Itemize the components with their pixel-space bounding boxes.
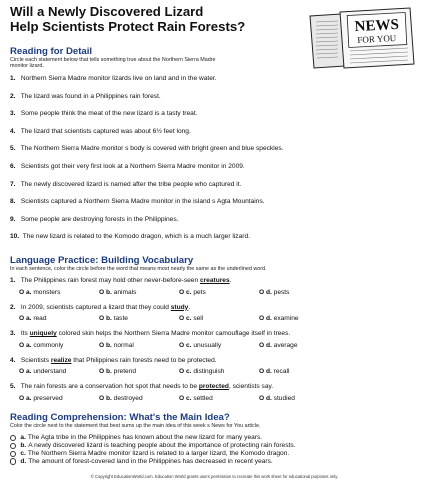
vocab-sentence — [10, 277, 420, 285]
vocabulary-questions — [10, 277, 420, 410]
option-a[interactable] — [19, 368, 99, 379]
statement-text: Scientists got their very first look at a Northern Sierra Madre monitor in 2009. — [20, 162, 245, 170]
option-label: O c. — [179, 368, 192, 375]
option-text: read — [33, 315, 47, 322]
title-line-2: Help Scientists Protect Rain Forests? — [10, 18, 246, 34]
option-label: O a. — [19, 368, 32, 375]
option-label: O c. — [179, 288, 192, 296]
statement-list — [10, 75, 420, 251]
vocabulary-section — [10, 255, 420, 272]
option-label: O b. — [99, 394, 112, 402]
option-label: O d. — [259, 288, 272, 296]
reading-detail-section — [10, 46, 295, 69]
main-idea-choice-d[interactable] — [10, 458, 420, 466]
sentence-after: . — [188, 303, 191, 311]
option-d[interactable] — [259, 395, 339, 406]
option-text: unusually — [193, 341, 222, 349]
statement-number: 6. — [10, 162, 16, 170]
statement-text: The Northern Sierra Madre monitor s body is covered with bright green and blue speckles. — [20, 145, 284, 153]
vocab-sentence — [10, 383, 420, 391]
sentence-after: , scientists say. — [228, 383, 274, 390]
vocabulary-heading: Language Practice: Building Vocabulary — [10, 255, 194, 266]
underlined-word: realize — [50, 356, 72, 364]
statement-number: 2. — [10, 92, 16, 100]
option-c[interactable] — [179, 289, 259, 300]
sentence-before: The Philippines rain forest may hold other never-before-seen — [20, 277, 200, 284]
sentence-after: colored skin helps the Northern Sierra Madre monitor camouflage itself in trees. — [56, 330, 291, 337]
sentence-before: In 2009, scientists captured a lizard that they could — [20, 303, 171, 311]
statement-number: 3. — [10, 110, 16, 118]
option-text: animals — [113, 288, 137, 296]
option-text: pets — [193, 288, 206, 296]
option-label: O c. — [179, 341, 192, 349]
news-for-you-logo — [300, 6, 416, 76]
option-b[interactable] — [99, 395, 179, 406]
option-text: preserved — [33, 394, 63, 402]
option-label: O c. — [179, 394, 192, 402]
option-label: O b. — [99, 315, 112, 322]
statement-text: Some people are destroying forests in the Philippines. — [20, 215, 179, 223]
statement-number: 5. — [10, 145, 16, 153]
worksheet-title — [10, 5, 310, 34]
reading-detail-instruction-line-1: Circle each statement below that tells something true about the Northern Sierra Madre — [10, 57, 216, 63]
reading-detail-instruction-line-2: monitor lizard. — [10, 63, 44, 70]
option-label: O d. — [259, 368, 272, 375]
option-a[interactable] — [19, 315, 99, 326]
statement-5[interactable] — [10, 145, 420, 163]
answer-options — [10, 395, 420, 406]
option-d[interactable] — [259, 289, 339, 300]
option-label: O d. — [259, 341, 272, 349]
statement-6[interactable] — [10, 163, 420, 181]
radio-circle-icon[interactable] — [10, 458, 16, 464]
question-number: 3. — [10, 330, 16, 337]
statement-number: 10. — [10, 233, 20, 241]
option-a[interactable] — [19, 342, 99, 353]
main-idea-choice-b[interactable] — [10, 442, 420, 450]
statement-number: 1. — [10, 75, 16, 82]
option-label: O d. — [259, 394, 272, 402]
option-c[interactable] — [179, 368, 259, 379]
choice-letter: c. — [20, 449, 26, 457]
option-label: O a. — [19, 315, 32, 322]
choice-text: The Northern Sierra Madre monitor lizard is related to a larger lizard, the Komodo dragon. — [27, 449, 290, 457]
vocab-sentence — [10, 357, 420, 365]
sentence-before: Its — [20, 330, 30, 337]
choice-text: The amount of forest-covered land in the Philippines has decreased in recent years. — [28, 457, 273, 465]
option-text: pretend — [113, 368, 137, 375]
vocab-question-1 — [10, 277, 420, 304]
vocab-question-2 — [10, 304, 420, 331]
underlined-word: protected — [198, 383, 229, 390]
option-text: examine — [273, 315, 299, 322]
choice-text: A newly discovered lizard is teaching people about the importance of protecting rain forests. — [28, 441, 296, 449]
underlined-word: uniquely — [29, 330, 57, 337]
statement-text: The lizard was found in a Philippines rain forest. — [20, 92, 161, 100]
option-text: recall — [273, 368, 290, 375]
vocab-question-5 — [10, 383, 420, 410]
statement-text: Northern Sierra Madre monitor lizards live on land and in the water. — [20, 75, 217, 82]
option-label: O a. — [19, 394, 32, 402]
vocab-question-4 — [10, 357, 420, 384]
radio-circle-icon[interactable] — [10, 451, 16, 457]
statement-text: Some people think the meat of the new lizard is a tasty treat. — [20, 110, 198, 118]
option-text: studied — [273, 394, 295, 402]
statement-2[interactable] — [10, 93, 420, 111]
question-number: 5. — [10, 383, 16, 390]
answer-options — [10, 315, 420, 326]
option-b[interactable] — [99, 315, 179, 326]
option-c[interactable] — [179, 395, 259, 406]
statement-10[interactable] — [10, 233, 420, 251]
option-text: settled — [193, 394, 213, 402]
comprehension-instruction: Color the circle next to the statement that best sums up the main idea of this week s News for You article. — [10, 423, 261, 429]
answer-options — [10, 368, 420, 379]
copyright-footer: © Copyright EducationWorld.com. Education World grants users permission to recreate this work sheet for educational purposes only. — [90, 474, 339, 479]
underlined-word: study — [170, 303, 189, 311]
comprehension-section — [10, 412, 420, 429]
answer-options — [10, 289, 420, 300]
option-label: O a. — [19, 341, 32, 349]
statement-3[interactable] — [10, 110, 420, 128]
vocab-sentence — [10, 304, 420, 312]
vocab-sentence — [10, 330, 420, 338]
sentence-after: that Philippines rain forests need to be protected. — [71, 356, 217, 364]
statement-text: The newly discovered lizard is named after the tribe people who captured it. — [20, 180, 242, 188]
option-label: O b. — [99, 368, 112, 375]
option-text: normal — [113, 341, 134, 349]
sentence-before: Scientists — [20, 356, 51, 364]
statement-text: The new lizard is related to the Komodo dragon, which is a much larger lizard. — [22, 233, 250, 241]
statement-number: 8. — [10, 198, 16, 206]
option-label: O c. — [179, 315, 192, 322]
underlined-word: creatures — [199, 277, 230, 284]
statement-number: 9. — [10, 215, 16, 223]
sentence-after: . — [229, 277, 232, 284]
statement-4[interactable] — [10, 128, 420, 146]
comprehension-heading: Reading Comprehension: What's the Main Idea? — [10, 412, 230, 423]
option-b[interactable] — [99, 368, 179, 379]
statement-7[interactable] — [10, 181, 420, 199]
option-c[interactable] — [179, 315, 259, 326]
statement-text: Scientists captured a Northern Sierra Madre monitor in the island s Agta Mountains. — [20, 198, 265, 206]
option-text: destroyed — [113, 394, 143, 402]
option-label: O d. — [259, 315, 272, 322]
statement-8[interactable] — [10, 198, 420, 216]
radio-circle-icon[interactable] — [10, 435, 16, 441]
vocab-question-3 — [10, 330, 420, 357]
question-number: 1. — [10, 277, 16, 284]
vocabulary-instruction: In each sentence, color the circle before the word that means most nearly the same as the underlined word. — [10, 266, 267, 272]
option-text: sell — [193, 315, 204, 322]
option-b[interactable] — [99, 342, 179, 353]
option-text: distinguish — [193, 368, 225, 375]
sentence-before: The rain forests are a conservation hot spot that needs to be — [20, 383, 199, 390]
option-a[interactable] — [19, 395, 99, 406]
option-b[interactable] — [99, 289, 179, 300]
statement-1[interactable] — [10, 75, 420, 93]
logo-news-text: NEWS — [354, 16, 400, 36]
main-idea-choice-a[interactable] — [10, 434, 420, 442]
option-text: pests — [273, 288, 290, 296]
statement-number: 7. — [10, 180, 16, 188]
statement-text: The lizard that scientists captured was about 6½ feet long. — [20, 127, 191, 135]
option-d[interactable] — [259, 315, 339, 326]
main-idea-choices — [10, 434, 420, 466]
question-number: 2. — [10, 303, 16, 311]
option-c[interactable] — [179, 342, 259, 353]
logo-for-you-text: FOR YOU — [357, 32, 397, 46]
option-text: taste — [113, 315, 128, 322]
answer-options — [10, 342, 420, 353]
statement-9[interactable] — [10, 216, 420, 234]
option-text: monsters — [33, 288, 61, 296]
choice-text: The Agta tribe in the Philippines has known about the new lizard for many years. — [27, 434, 263, 441]
option-d[interactable] — [259, 368, 339, 379]
reading-detail-heading: Reading for Detail — [10, 46, 93, 57]
main-idea-choice-c[interactable] — [10, 450, 420, 458]
option-text: understand — [33, 368, 67, 375]
choice-letter: d. — [20, 457, 27, 465]
title-line-1: Will a Newly Discovered Lizard — [10, 4, 204, 19]
question-number: 4. — [10, 356, 16, 364]
option-a[interactable] — [19, 289, 99, 300]
option-label: O b. — [99, 288, 112, 296]
statement-number: 4. — [10, 127, 16, 135]
option-d[interactable] — [259, 342, 339, 353]
option-text: average — [273, 341, 298, 349]
option-label: O b. — [99, 341, 112, 349]
radio-circle-icon[interactable] — [10, 443, 16, 449]
choice-letter: b. — [20, 441, 27, 449]
option-text: commonly — [33, 341, 64, 349]
choice-letter: a. — [20, 434, 26, 441]
option-label: O a. — [19, 288, 32, 296]
